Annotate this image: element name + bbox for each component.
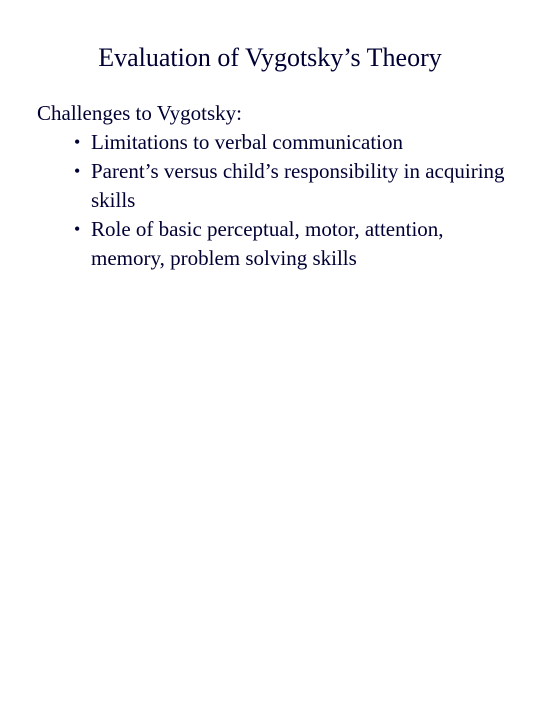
bullet-list (37, 128, 517, 273)
bullet-icon: • (74, 132, 81, 152)
lead-text: Challenges to Vygotsky: (37, 101, 242, 125)
slide-body (37, 99, 517, 273)
bullet-item (37, 215, 517, 273)
bullet-text: Parent’s versus child’s responsibility in acquiring skills (91, 159, 505, 212)
slide-title: Evaluation of Vygotsky’s Theory (98, 43, 442, 72)
bullet-text: Limitations to verbal communication (91, 130, 404, 154)
bullet-item (37, 128, 517, 157)
bullet-icon: • (74, 161, 81, 181)
bullet-item (37, 157, 517, 215)
bullet-icon: • (74, 219, 81, 239)
bullet-text: Role of basic perceptual, motor, attention, memory, problem solving skills (91, 217, 444, 270)
